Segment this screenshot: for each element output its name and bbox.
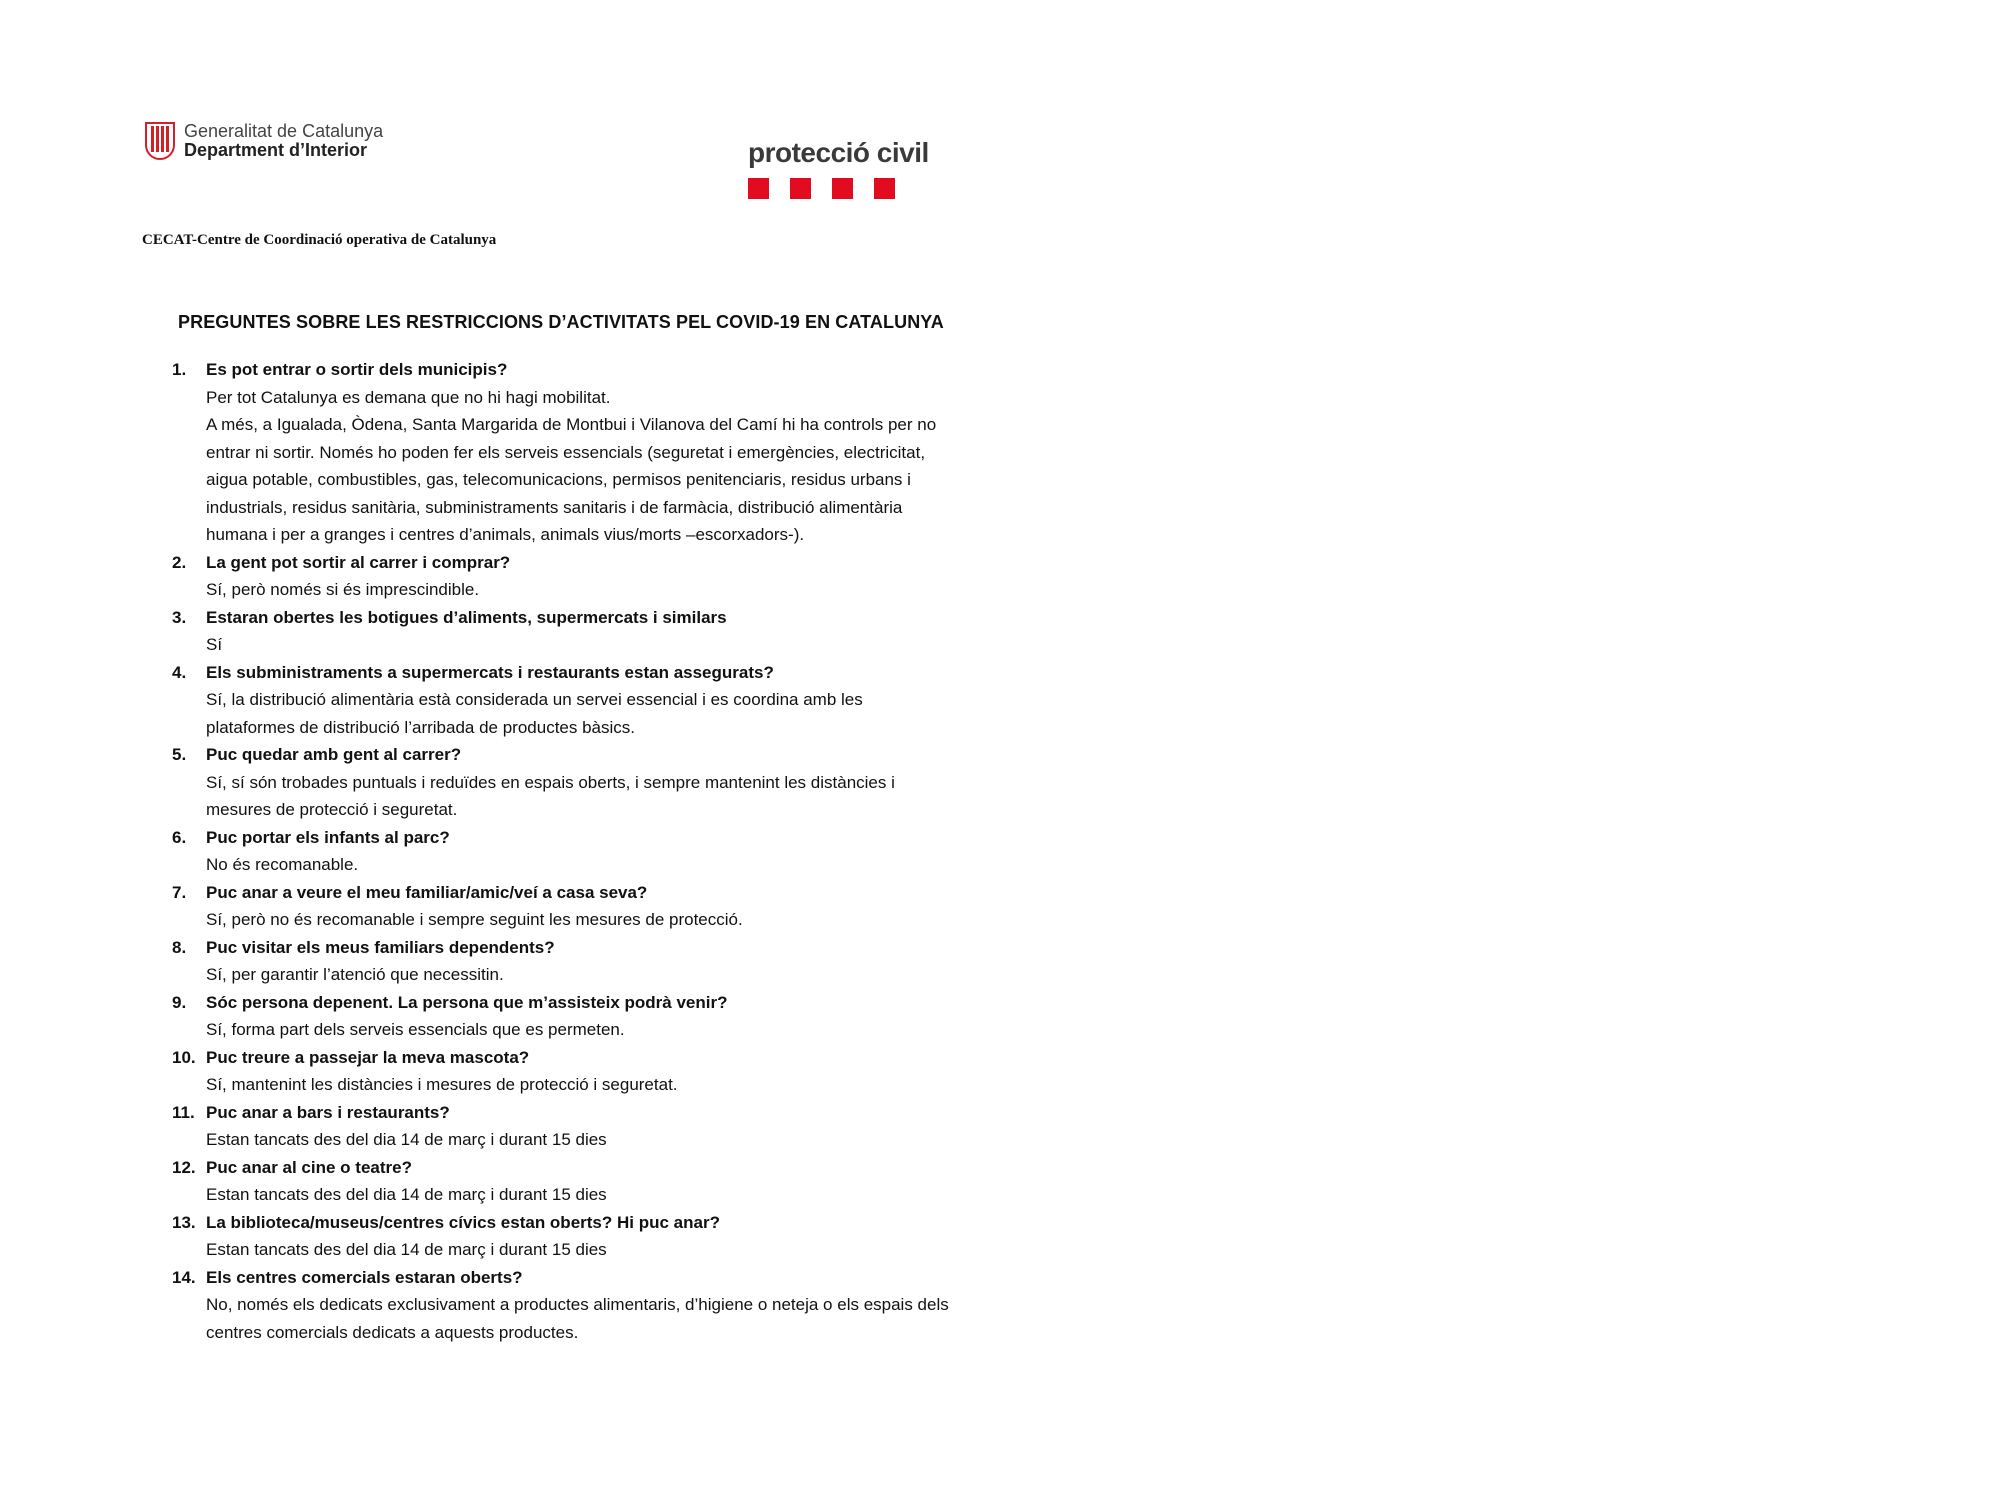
list-item bbox=[172, 741, 952, 824]
list-item bbox=[172, 659, 952, 742]
question-number: 5. bbox=[172, 745, 187, 764]
question-text: Els centres comercials estaran oberts? bbox=[206, 1267, 523, 1287]
list-item bbox=[172, 824, 952, 879]
answer-text: Sí, però no és recomanable i sempre seguint les mesures de protecció. bbox=[206, 910, 743, 929]
question-number: 10. bbox=[172, 1047, 196, 1067]
answer-text: Estan tancats des del dia 14 de març i durant 15 dies bbox=[206, 1185, 607, 1204]
question-text: Estaran obertes les botigues d’aliments, supermercats i similars bbox=[206, 607, 727, 627]
senyera-icon bbox=[145, 122, 175, 160]
page-right bbox=[1000, 0, 2000, 1500]
list-item bbox=[172, 1044, 952, 1099]
question-number: 3. bbox=[172, 607, 187, 627]
question-text: Puc quedar amb gent al carrer? bbox=[206, 745, 462, 764]
question-number: 8. bbox=[172, 937, 187, 957]
gencat-logo bbox=[145, 122, 383, 160]
answer-text: Sí, però només si és imprescindible. bbox=[206, 580, 480, 599]
list-item bbox=[172, 1209, 952, 1264]
answer-text: No és recomanable. bbox=[206, 855, 359, 874]
question-number: 1. bbox=[172, 360, 187, 379]
department-name: Department d’Interior bbox=[184, 140, 368, 160]
answer-text: Sí bbox=[206, 635, 223, 654]
question-number: 14. bbox=[172, 1267, 196, 1287]
answer-text: Estan tancats des del dia 14 de març i durant 15 dies bbox=[206, 1240, 607, 1259]
answer-text: Sí, per garantir l’atenció que necessitin. bbox=[206, 965, 504, 984]
list-item bbox=[172, 934, 952, 989]
question-text: Puc treure a passejar la meva mascota? bbox=[206, 1047, 530, 1067]
answer-text: Sí, forma part dels serveis essencials que es permeten. bbox=[206, 1020, 625, 1039]
question-number: 7. bbox=[172, 882, 187, 902]
list-item bbox=[172, 1099, 952, 1154]
question-text: Puc portar els infants al parc? bbox=[206, 827, 450, 847]
list-item bbox=[172, 356, 952, 549]
answer-text: Estan tancats des del dia 14 de març i durant 15 dies bbox=[206, 1130, 607, 1149]
question-number: 9. bbox=[172, 992, 187, 1012]
question-text: La gent pot sortir al carrer i comprar? bbox=[206, 552, 511, 572]
red-squares-icon bbox=[748, 178, 940, 199]
question-text: Puc visitar els meus familiars dependents? bbox=[206, 937, 555, 957]
question-text: Es pot entrar o sortir dels municipis? bbox=[206, 360, 508, 379]
question-number: 6. bbox=[172, 827, 187, 847]
question-number: 12. bbox=[172, 1157, 196, 1177]
proteccio-civil-logo bbox=[748, 138, 940, 199]
question-text: Els subministraments a supermercats i restaurants estan assegurats? bbox=[206, 662, 774, 682]
document-title: PREGUNTES SOBRE LES RESTRICCIONS D’ACTIVITATS PEL COVID-19 EN CATALUNYA bbox=[178, 312, 944, 332]
answer-text: Sí, sí són trobades puntuals i reduïdes en espais oberts, i sempre mantenint les distàncies i mesures de protecció i seguretat. bbox=[206, 772, 895, 819]
question-number: 13. bbox=[172, 1212, 196, 1232]
question-text: Puc anar al cine o teatre? bbox=[206, 1157, 412, 1177]
answer-text: A més, a Igualada, Òdena, Santa Margarida de Montbui i Vilanova del Camí hi ha controls per no entrar ni sortir. Només ho poden fer els serveis essencials (seguretat i emergències, electricitat, aigua potable, combustibles, gas, telecomunicacions, permisos penitenciaris, residus urbans i industrials, residus sanitària, subministraments sanitaris i de farmàcia, distribució alimentària humana i per a granges i centres d’animals, animals vius/morts –escorxadors-). bbox=[206, 415, 937, 544]
list-item bbox=[172, 879, 952, 934]
question-number: 2. bbox=[172, 552, 187, 572]
list-item bbox=[172, 1154, 952, 1209]
question-list bbox=[172, 356, 952, 1346]
list-item bbox=[172, 989, 952, 1044]
answer-text: Sí, mantenint les distàncies i mesures de protecció i seguretat. bbox=[206, 1075, 678, 1094]
list-item bbox=[172, 549, 952, 604]
question-text: Puc anar a veure el meu familiar/amic/veí a casa seva? bbox=[206, 882, 648, 902]
question-text: Puc anar a bars i restaurants? bbox=[206, 1102, 450, 1122]
pc-logo-text: protecció civil bbox=[748, 137, 929, 168]
list-item bbox=[172, 1264, 952, 1347]
org-name: Generalitat de Catalunya bbox=[184, 121, 384, 141]
question-text: La biblioteca/museus/centres cívics estan oberts? Hi puc anar? bbox=[206, 1212, 720, 1232]
cecat-heading: CECAT-Centre de Coordinació operativa de Catalunya bbox=[142, 232, 497, 248]
list-item bbox=[172, 604, 952, 659]
answer-text: Per tot Catalunya es demana que no hi hagi mobilitat. bbox=[206, 387, 611, 407]
question-number: 11. bbox=[172, 1102, 195, 1122]
question-text: Sóc persona depenent. La persona que m’assisteix podrà venir? bbox=[206, 992, 728, 1012]
question-number: 4. bbox=[172, 662, 187, 682]
answer-text: No, només els dedicats exclusivament a productes alimentaris, d’higiene o neteja o els espais dels centres comercials dedicats a aquests productes. bbox=[206, 1295, 949, 1342]
answer-text: Sí, la distribució alimentària està considerada un servei essencial i es coordina amb les plataformes de distribució l’arribada de productes bàsics. bbox=[206, 690, 863, 737]
